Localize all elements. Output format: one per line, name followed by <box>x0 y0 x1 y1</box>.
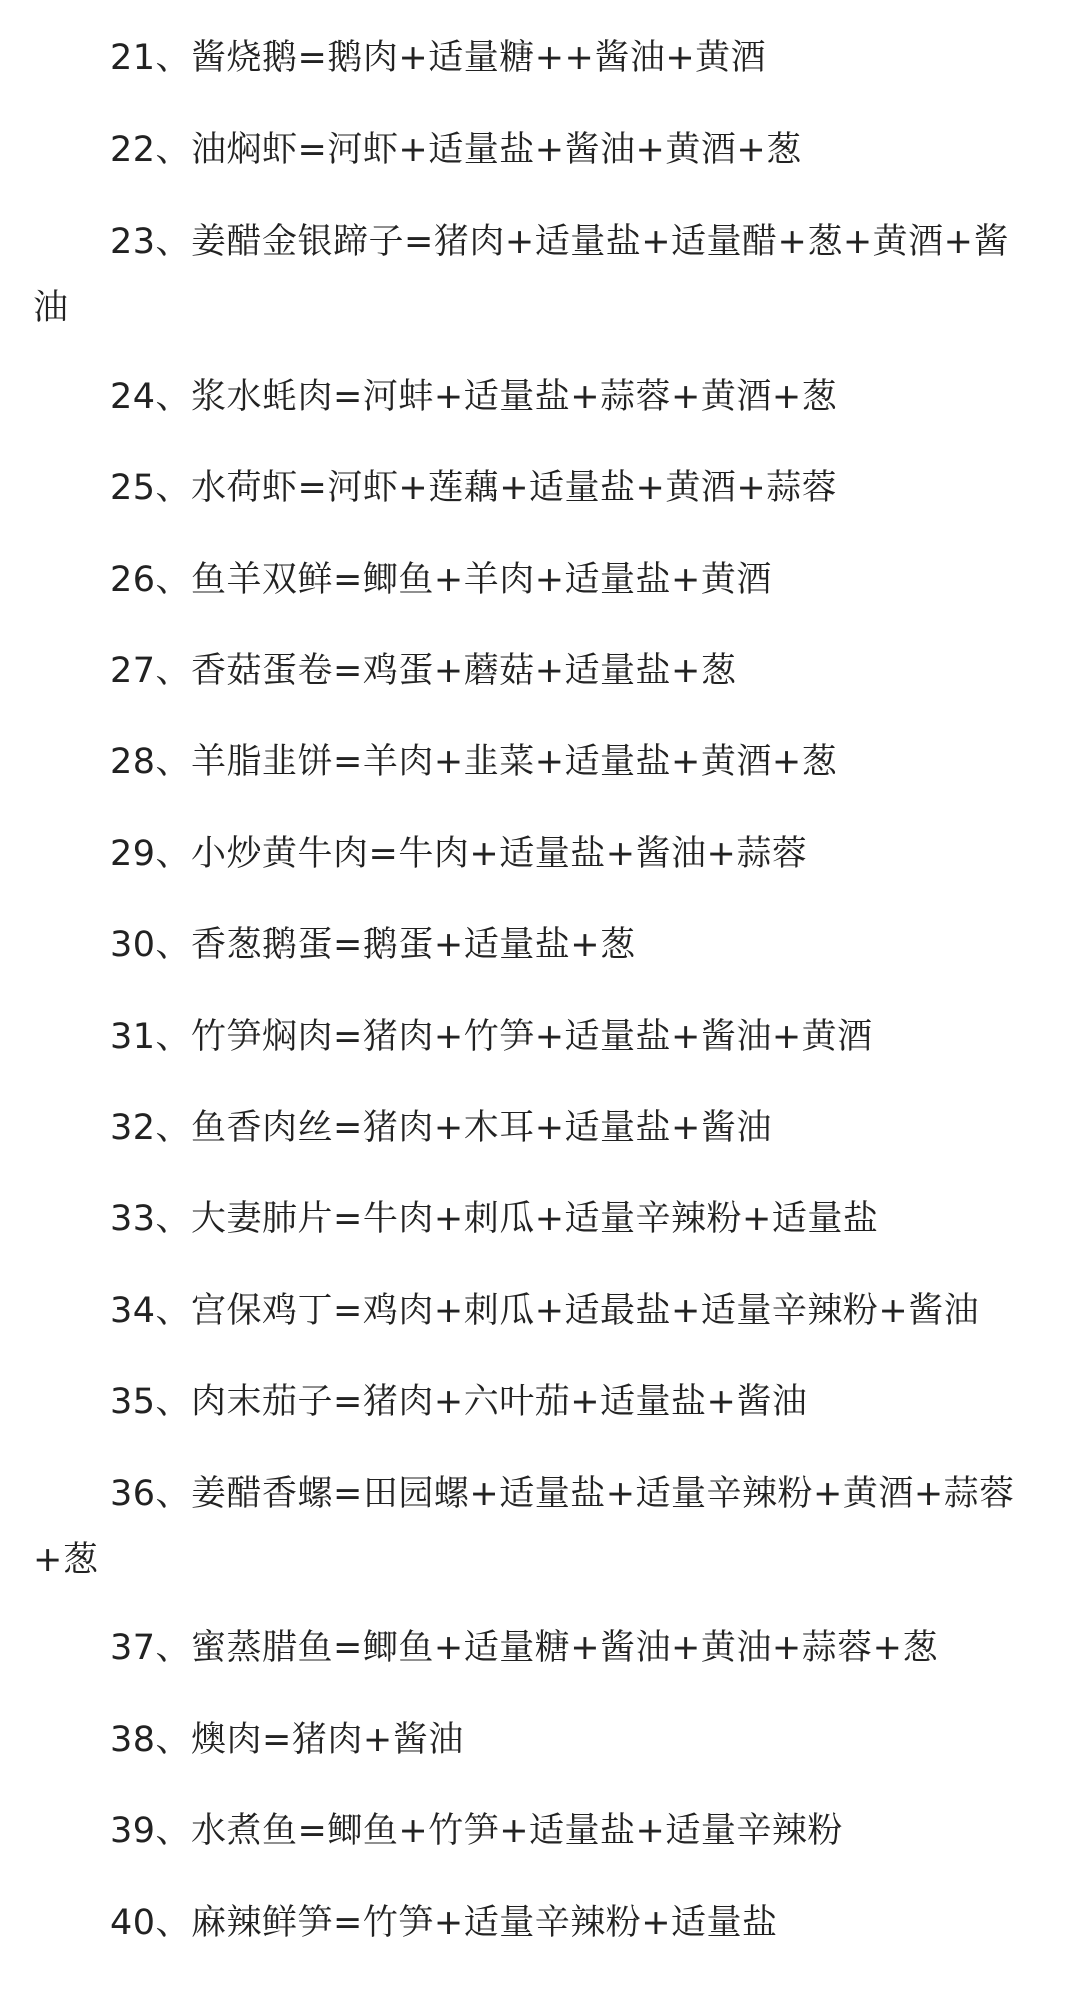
recipe-item-35: 35、肉末茄子=猪肉+六叶茄+适量盐+酱油 <box>110 1382 808 1422</box>
recipe-item-36: 36、姜醋香螺=田园螺+适量盐+适量辛辣粉+黄酒+蒜蓉+葱 <box>33 1474 1015 1580</box>
recipe-item-40: 40、麻辣鲜笋=竹笋+适量辛辣粉+适量盐 <box>110 1903 778 1943</box>
recipe-item-28: 28、羊脂韭饼=羊肉+韭菜+适量盐+黄酒+葱 <box>110 742 838 782</box>
recipe-item-29: 29、小炒黄牛肉=牛肉+适量盐+酱油+蒜蓉 <box>110 834 808 874</box>
recipe-item-26: 26、鱼羊双鲜=鲫鱼+羊肉+适量盐+黄酒 <box>110 560 772 600</box>
recipe-item-27: 27、香菇蛋卷=鸡蛋+蘑菇+适量盐+葱 <box>110 651 737 691</box>
recipe-item-33: 33、大妻肺片=牛肉+刺瓜+适量辛辣粉+适量盐 <box>110 1199 879 1239</box>
recipe-item-39: 39、水煮鱼=鲫鱼+竹笋+适量盐+适量辛辣粉 <box>110 1811 843 1851</box>
recipe-item-38: 38、燠肉=猪肉+酱油 <box>110 1720 464 1760</box>
recipe-item-34: 34、宫保鸡丁=鸡肉+刺瓜+适最盐+适量辛辣粉+酱油 <box>110 1291 980 1331</box>
recipe-item-31: 31、竹笋焖肉=猪肉+竹笋+适量盐+酱油+黄酒 <box>110 1017 873 1057</box>
recipe-item-23: 23、姜醋金银蹄子=猪肉+适量盐+适量醋+葱+黄酒+酱油 <box>33 222 1009 328</box>
recipe-item-24: 24、浆水蚝肉=河蚌+适量盐+蒜蓉+黄酒+葱 <box>110 377 838 417</box>
recipe-item-22: 22、油焖虾=河虾+适量盐+酱油+黄酒+葱 <box>110 130 802 170</box>
recipe-item-25: 25、水荷虾=河虾+莲藕+适量盐+黄酒+蒜蓉 <box>110 468 838 508</box>
recipe-item-21: 21、酱烧鹅=鹅肉+适量糖++酱油+黄酒 <box>110 38 767 78</box>
recipe-item-30: 30、香葱鹅蛋=鹅蛋+适量盐+葱 <box>110 925 636 965</box>
recipe-item-32: 32、鱼香肉丝=猪肉+木耳+适量盐+酱油 <box>110 1108 772 1148</box>
recipe-item-37: 37、蜜蒸腊鱼=鲫鱼+适量糖+酱油+黄油+蒜蓉+葱 <box>110 1628 938 1668</box>
